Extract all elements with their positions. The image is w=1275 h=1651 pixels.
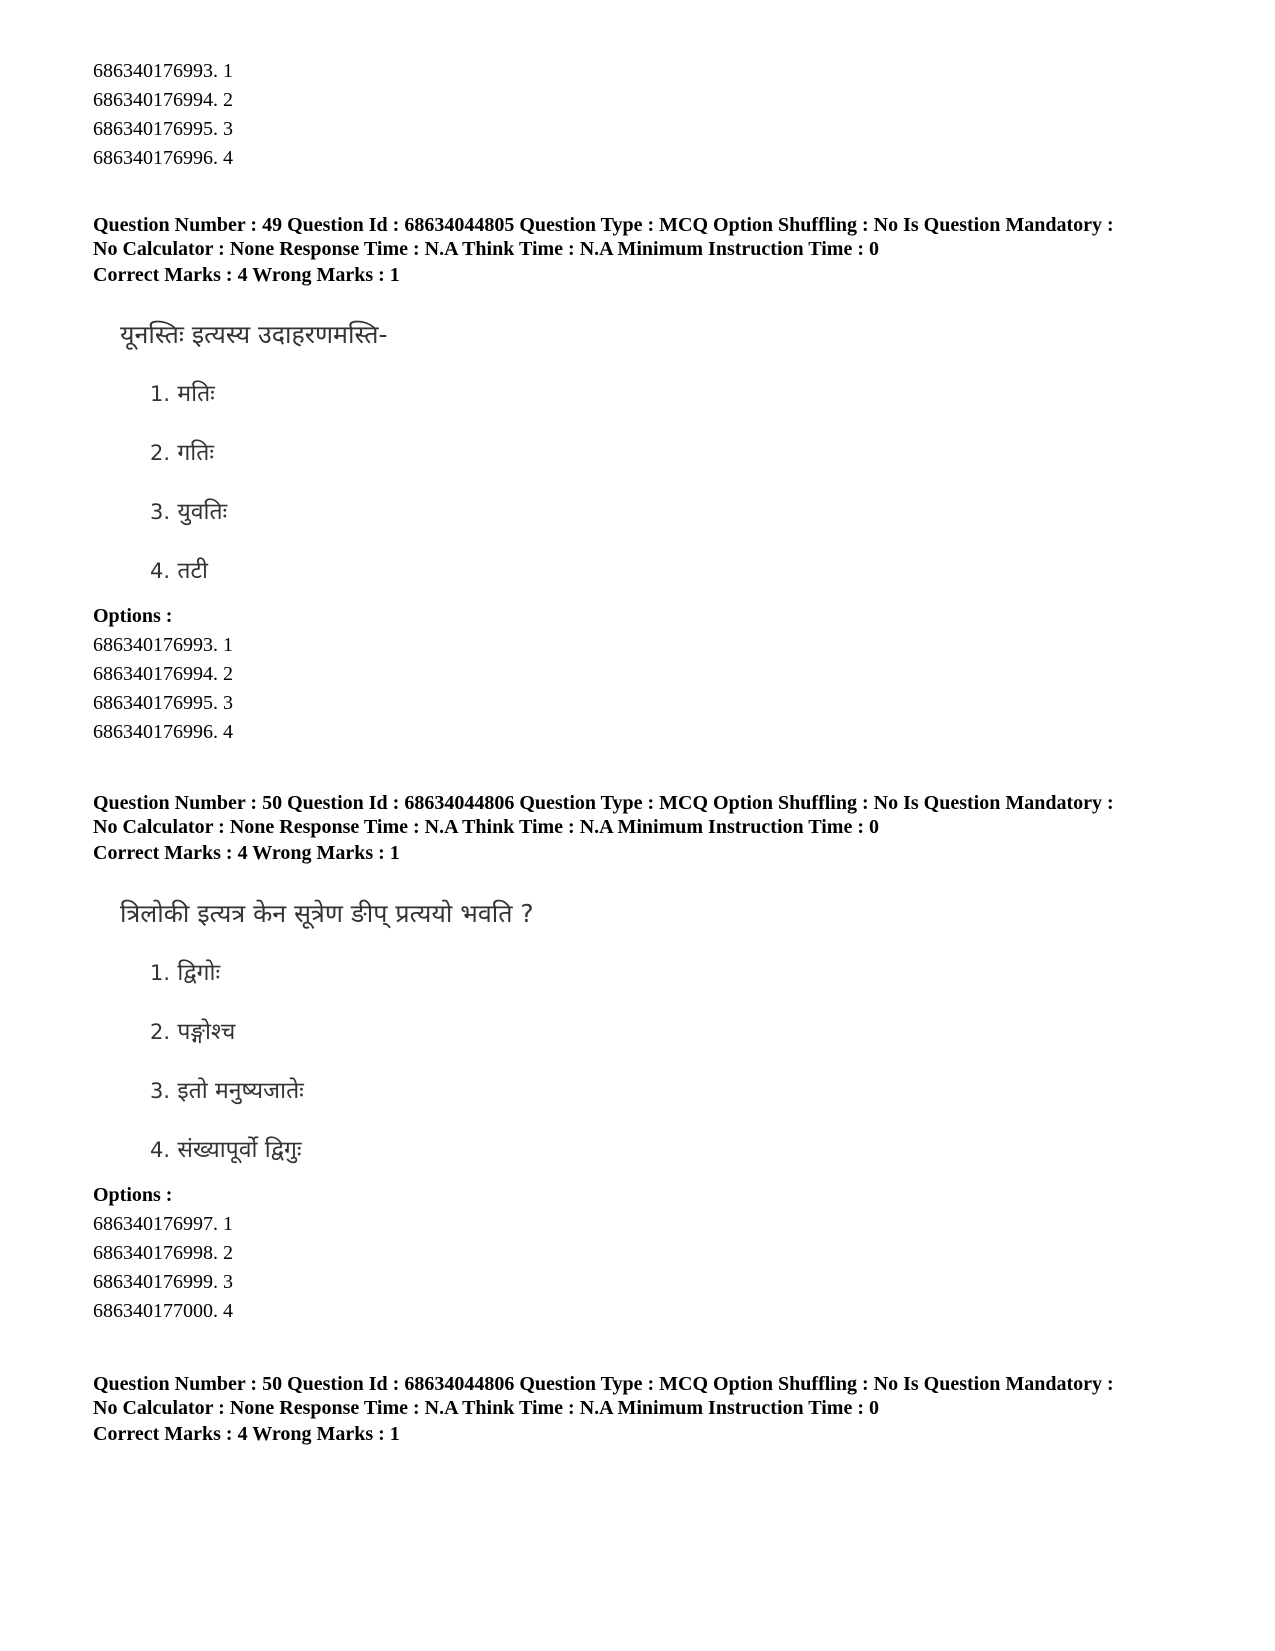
option-line: 686340176993. 1	[93, 60, 233, 82]
option-line: 686340177000. 4	[93, 1300, 233, 1322]
question-text: त्रिलोकी इत्यत्र केन सूत्रेण ङीप् प्रत्ययो भवति ?	[120, 899, 534, 928]
option-line: 686340176994. 2	[93, 663, 233, 685]
options-label: Options :	[93, 605, 173, 627]
q50-header	[93, 791, 1114, 868]
question-text: यूनस्तिः इत्यस्य उदाहरणमस्ति-	[120, 320, 388, 349]
option-line: 686340176999. 3	[93, 1271, 233, 1293]
option-line: 686340176994. 2	[93, 89, 233, 111]
question-marks: Correct Marks : 4 Wrong Marks : 1	[93, 264, 400, 286]
question-marks: Correct Marks : 4 Wrong Marks : 1	[93, 1423, 400, 1445]
q49-question-body	[120, 319, 387, 587]
option-line: 686340176996. 4	[93, 147, 233, 169]
choice-item: 2. गतिः	[150, 440, 215, 466]
option-line: 686340176993. 1	[93, 634, 233, 656]
option-line: 686340176995. 3	[93, 118, 233, 140]
q50-question-body	[120, 898, 534, 1166]
option-line: 686340176996. 4	[93, 721, 233, 743]
question-marks: Correct Marks : 4 Wrong Marks : 1	[93, 842, 400, 864]
option-line: 686340176995. 3	[93, 692, 233, 714]
choice-item: 3. इतो मनुष्यजातेः	[150, 1078, 304, 1104]
q50-options	[93, 1181, 233, 1326]
question-meta-line2: No Calculator : None Response Time : N.A Think Time : N.A Minimum Instruction Time : 0	[93, 238, 879, 260]
question-meta-line1: Question Number : 50 Question Id : 68634044806 Question Type : MCQ Option Shuffling : No Is Question Mandatory :	[93, 1373, 1114, 1395]
question-meta-line1: Question Number : 49 Question Id : 68634044805 Question Type : MCQ Option Shuffling : No Is Question Mandatory :	[93, 214, 1114, 236]
choice-item: 3. युवतिः	[150, 499, 228, 525]
option-line: 686340176997. 1	[93, 1213, 233, 1235]
choice-item: 1. मतिः	[150, 381, 215, 407]
question-meta-line2: No Calculator : None Response Time : N.A Think Time : N.A Minimum Instruction Time : 0	[93, 816, 879, 838]
choice-item: 1. द्विगोः	[150, 960, 221, 986]
q49-options	[93, 602, 233, 747]
q49-header	[93, 213, 1114, 290]
choice-item: 2. पङ्गोश्च	[150, 1019, 236, 1045]
q50-repeat-header	[93, 1372, 1114, 1449]
choice-item: 4. तटी	[150, 558, 209, 584]
top-options-list	[93, 57, 233, 173]
choice-item: 4. संख्यापूर्वो द्विगुः	[150, 1137, 302, 1163]
question-meta-line1: Question Number : 50 Question Id : 68634044806 Question Type : MCQ Option Shuffling : No Is Question Mandatory :	[93, 792, 1114, 814]
question-meta-line2: No Calculator : None Response Time : N.A Think Time : N.A Minimum Instruction Time : 0	[93, 1397, 879, 1419]
options-label: Options :	[93, 1184, 173, 1206]
option-line: 686340176998. 2	[93, 1242, 233, 1264]
